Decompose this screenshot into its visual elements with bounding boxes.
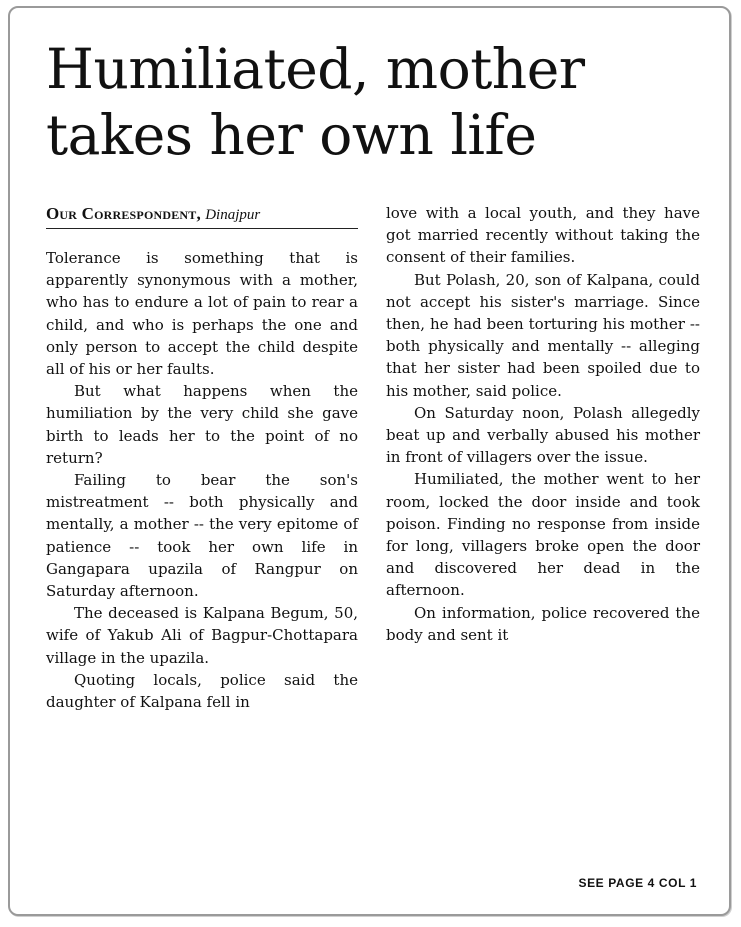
byline [46,204,358,229]
paragraph: love with a local youth, and they have got married recently without taking the consent of their families. [386,204,700,267]
paragraph: The deceased is Kalpana Begum, 50, wife of Yakub Ali of Bagpur-Chottapara village in the upazila. [46,604,358,667]
byline-location: Dinajpur [205,207,261,223]
article-column-left [46,247,358,713]
headline: Humiliated, mother takes her own life [46,37,585,167]
paragraph: But Polash, 20, son of Kalpana, could not accept his sister's marriage. Since then, he had been torturing his mother -- both physically and mentally -- alleging that her sister had been spoiled due to his mother, said police. [386,270,700,400]
paragraph: Failing to bear the son's mistreatment -- both physically and mentally, a mother -- the very epitome of patience -- took her own life in Gangapara upazila of Rangpur on Saturday afternoon. [46,471,358,601]
paragraph: Quoting locals, police said the daughter of Kalpana fell in [46,670,358,712]
byline-correspondent: Our Correspondent, [46,204,201,223]
paragraph: Tolerance is something that is apparently synonymous with a mother, who has to endure a lot of pain to rear a child, and who is perhaps the one and only person to accept the child despite all of his or her faults. [46,249,358,379]
paragraph: But what happens when the humiliation by the very child she gave birth to leads her to the point of no return? [46,382,358,467]
paragraph: On Saturday noon, Polash allegedly beat up and verbally abused his mother in front of villagers over the issue. [386,403,700,467]
paragraph: Humiliated, the mother went to her room, locked the door inside and took poison. Finding no response from inside for long, villagers broke open the door and discovered her dead in the afternoon. [386,470,700,600]
article-column-right [386,202,700,646]
paragraph: On information, police recovered the body and sent it [386,603,700,644]
continued-on-page-label: SEE PAGE 4 COL 1 [578,876,697,890]
